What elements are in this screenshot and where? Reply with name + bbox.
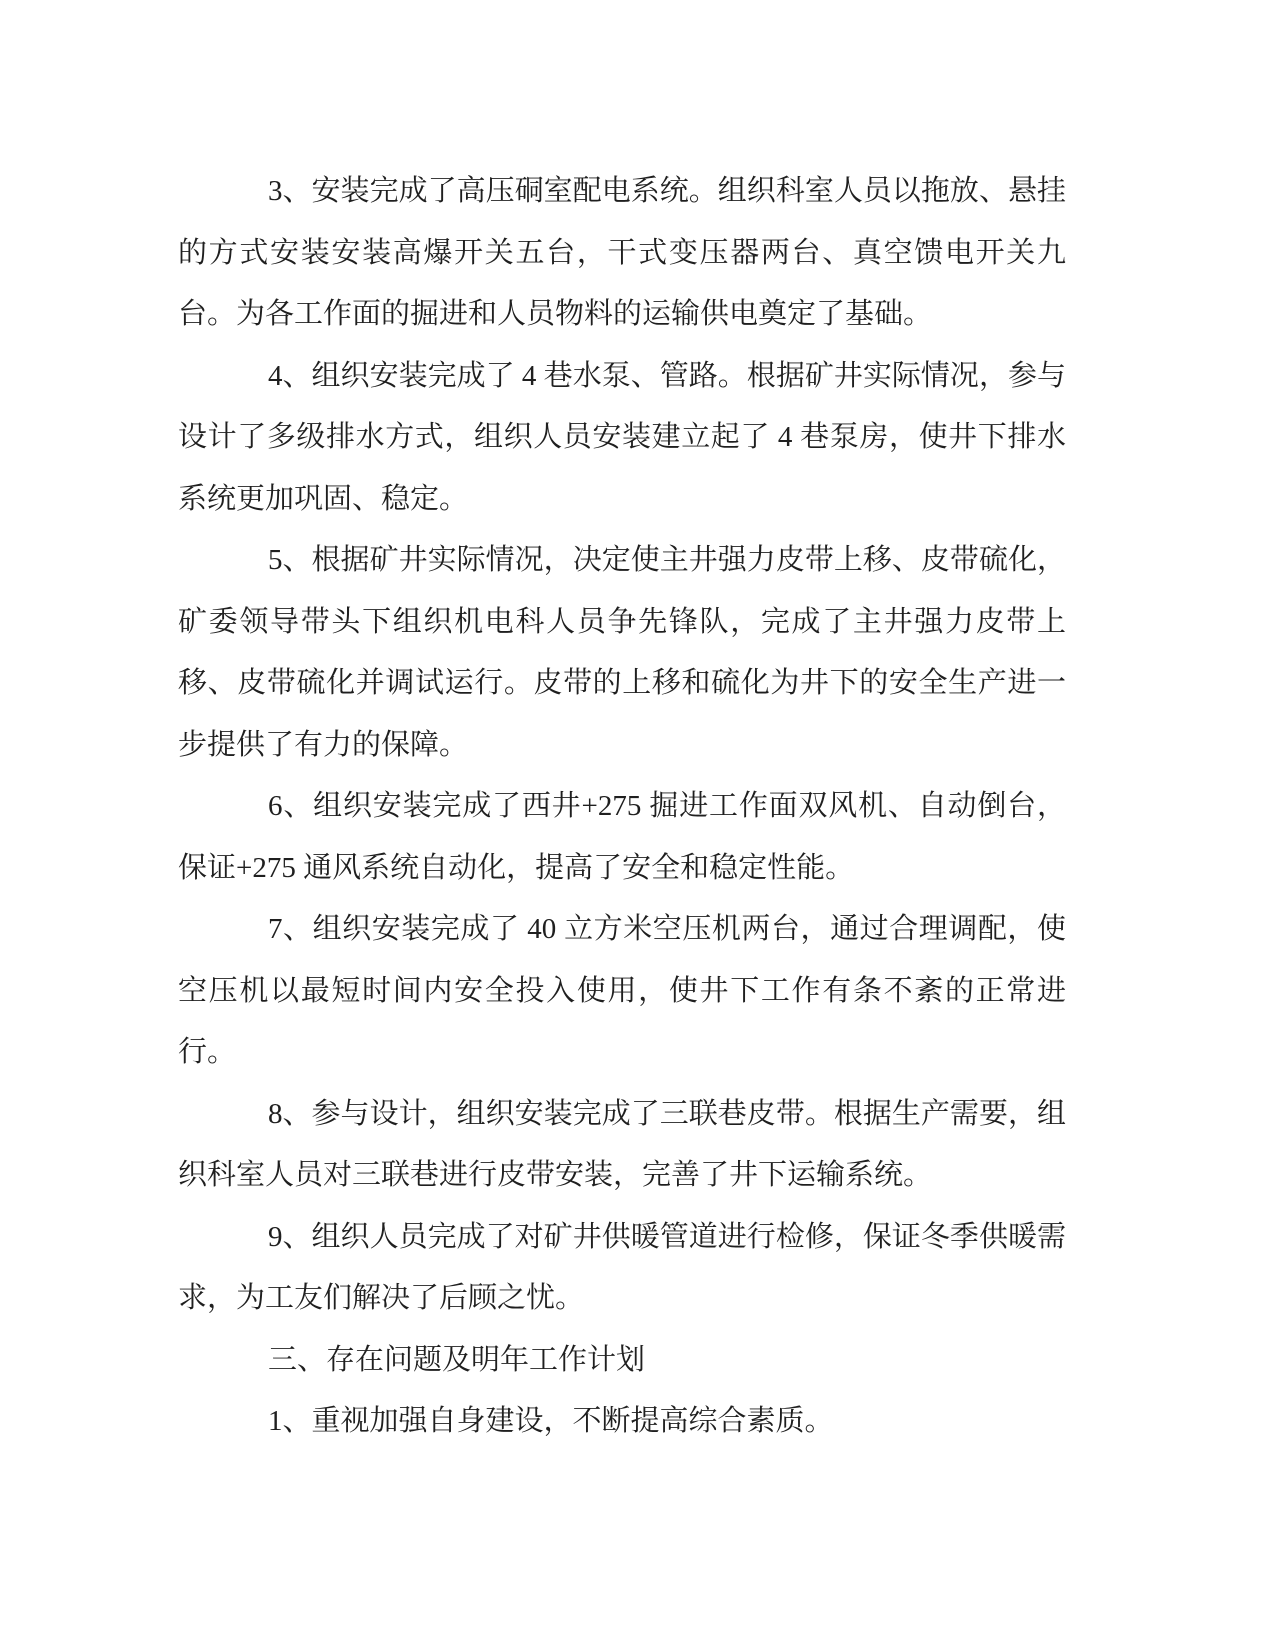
paragraph-item-8: 8、参与设计，组织安装完成了三联巷皮带。根据生产需要，组织科室人员对三联巷进行皮带安装，完善了井下运输系统。: [178, 1097, 1066, 1191]
paragraph-item-6: 6、组织安装完成了西井+275 掘进工作面双风机、自动倒台，保证+275 通风系统自动化，提高了安全和稳定性能。: [178, 790, 1066, 884]
paragraph-item-4: 4、组织安装完成了 4 巷水泵、管路。根据矿井实际情况，参与设计了多级排水方式，组织人员安装建立起了 4 巷泵房，使井下排水系统更加巩固、稳定。: [178, 359, 1066, 515]
section-heading: 三、存在问题及明年工作计划: [268, 1343, 646, 1376]
paragraph-item-5: 5、根据矿井实际情况，决定使主井强力皮带上移、皮带硫化，矿委领导带头下组织机电科人员争先锋队，完成了主井强力皮带上移、皮带硫化并调试运行。皮带的上移和硫化为井下的安全生产进一步提供了有力的保障。: [178, 544, 1066, 761]
paragraph-item-7: 7、组织安装完成了 40 立方米空压机两台，通过合理调配，使空压机以最短时间内安全投入使用，使井下工作有条不紊的正常进行。: [178, 913, 1066, 1068]
document-body: [178, 161, 1066, 1453]
paragraph-item-9: 9、组织人员完成了对矿井供暖管道进行检修，保证冬季供暖需求，为工友们解决了后顾之忧。: [178, 1220, 1066, 1314]
paragraph-item-plan-1: 1、重视加强自身建设，不断提高综合素质。: [268, 1405, 834, 1437]
paragraph-item-3: 3、安装完成了高压硐室配电系统。组织科室人员以拖放、悬挂的方式安装安装高爆开关五台，干式变压器两台、真空馈电开关九台。为各工作面的掘进和人员物料的运输供电奠定了基础。: [178, 175, 1066, 330]
